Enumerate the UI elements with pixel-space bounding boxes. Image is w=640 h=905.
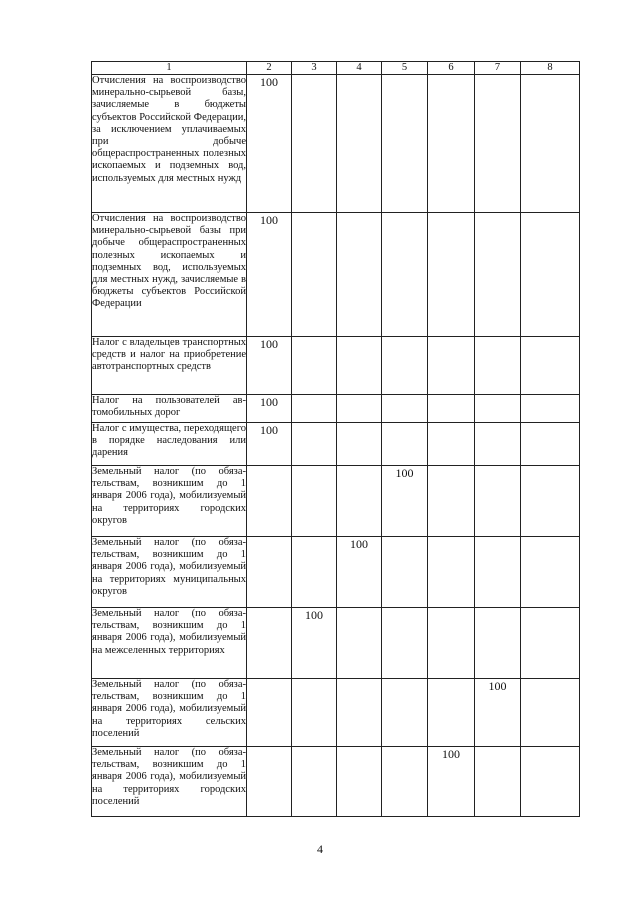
percent-cell (247, 679, 292, 747)
percent-cell (292, 213, 337, 337)
percent-cell (428, 395, 475, 423)
table-row (92, 747, 580, 817)
percent-cell: 100 (247, 423, 292, 466)
percent-cell: 100 (428, 747, 475, 817)
percent-cell (475, 423, 521, 466)
percent-cell (247, 466, 292, 537)
percent-cell (247, 537, 292, 608)
percent-cell (428, 423, 475, 466)
percent-cell (521, 337, 580, 395)
page-number: 4 (317, 842, 323, 856)
percent-cell (382, 537, 428, 608)
percent-cell (521, 213, 580, 337)
percent-cell (247, 747, 292, 817)
percent-cell (382, 608, 428, 679)
percent-cell (337, 423, 382, 466)
percent-cell (292, 395, 337, 423)
percent-cell (521, 466, 580, 537)
percent-cell (382, 75, 428, 213)
percent-cell (337, 75, 382, 213)
percent-cell (337, 213, 382, 337)
table-row (92, 608, 580, 679)
percent-cell: 100 (382, 466, 428, 537)
percent-cell (382, 395, 428, 423)
tax-name-cell: Земельный налог (по обязательствам, возникшим до 1 января 2006 года), мобилизуемый на территориях сельских поселений (92, 679, 247, 747)
table-row (92, 423, 580, 466)
percent-cell (247, 608, 292, 679)
percent-cell (521, 75, 580, 213)
percent-cell (337, 747, 382, 817)
percent-cell (292, 747, 337, 817)
percent-cell: 100 (475, 679, 521, 747)
column-header: 3 (292, 62, 337, 75)
tax-name-cell: Земельный налог (по обязательствам, возникшим до 1 января 2006 года), мобилизуемый на территориях городских поселений (92, 747, 247, 817)
percent-cell: 100 (247, 75, 292, 213)
percent-cell (428, 337, 475, 395)
percent-cell (337, 395, 382, 423)
percent-cell (475, 337, 521, 395)
percent-cell: 100 (337, 537, 382, 608)
percent-cell (521, 395, 580, 423)
percent-cell: 100 (292, 608, 337, 679)
percent-cell (428, 466, 475, 537)
column-header: 1 (92, 62, 247, 75)
table-row (92, 679, 580, 747)
tax-name-cell: Налог с имущества, переходящего в порядке наследования или дарения (92, 423, 247, 466)
percent-cell (292, 75, 337, 213)
column-header: 6 (428, 62, 475, 75)
percent-cell: 100 (247, 337, 292, 395)
percent-cell (292, 466, 337, 537)
percent-cell (428, 608, 475, 679)
column-header: 7 (475, 62, 521, 75)
percent-cell (475, 395, 521, 423)
percent-cell (475, 466, 521, 537)
revenue-distribution-table (91, 61, 580, 817)
percent-cell (292, 537, 337, 608)
tax-name-cell: Земельный налог (по обязательствам, возникшим до 1 января 2006 года), мобилизуемый на межселенных территориях (92, 608, 247, 679)
percent-cell (382, 337, 428, 395)
tax-name-cell: Налог с владельцев транспортных средств и налог на приобретение автотранспортных средств (92, 337, 247, 395)
percent-cell (521, 423, 580, 466)
percent-cell (521, 679, 580, 747)
tax-name-cell: Отчисления на воспроизводство минерально-сырьевой базы при добыче общераспространенных полезных ископаемых и подземных вод, используемых для местных нужд, зачисляемые в бюджеты субъектов Российской Федерации (92, 213, 247, 337)
percent-cell: 100 (247, 213, 292, 337)
percent-cell (337, 679, 382, 747)
percent-cell (382, 423, 428, 466)
percent-cell (521, 747, 580, 817)
table-row (92, 213, 580, 337)
table-row (92, 75, 580, 213)
table-row (92, 466, 580, 537)
percent-cell (292, 679, 337, 747)
column-header: 4 (337, 62, 382, 75)
percent-cell (475, 75, 521, 213)
table-row (92, 395, 580, 423)
percent-cell (428, 537, 475, 608)
percent-cell (292, 423, 337, 466)
column-header: 2 (247, 62, 292, 75)
percent-cell (428, 679, 475, 747)
percent-cell (475, 608, 521, 679)
percent-cell (428, 75, 475, 213)
percent-cell (428, 213, 475, 337)
percent-cell (521, 608, 580, 679)
percent-cell (337, 466, 382, 537)
column-header: 8 (521, 62, 580, 75)
column-header: 5 (382, 62, 428, 75)
percent-cell (292, 337, 337, 395)
table-header-row (92, 62, 580, 75)
table-row (92, 337, 580, 395)
percent-cell (382, 679, 428, 747)
percent-cell (475, 537, 521, 608)
tax-name-cell: Отчисления на воспроизводство минерально-сырьевой базы, зачисляемые в бюджеты субъектов Российской Федерации, за исключением уплачиваемых при добыче общераспространенных полезных ископаемых и подземных вод, используемых для местных нужд (92, 75, 247, 213)
percent-cell (382, 213, 428, 337)
percent-cell: 100 (247, 395, 292, 423)
tax-name-cell: Налог на пользователей автомобильных дорог (92, 395, 247, 423)
percent-cell (475, 213, 521, 337)
percent-cell (382, 747, 428, 817)
percent-cell (475, 747, 521, 817)
tax-name-cell: Земельный налог (по обязательствам, возникшим до 1 января 2006 года), мобилизуемый на территориях муниципальных округов (92, 537, 247, 608)
tax-name-cell: Земельный налог (по обязательствам, возникшим до 1 января 2006 года), мобилизуемый на территориях городских округов (92, 466, 247, 537)
percent-cell (521, 537, 580, 608)
table-row (92, 537, 580, 608)
percent-cell (337, 608, 382, 679)
percent-cell (337, 337, 382, 395)
